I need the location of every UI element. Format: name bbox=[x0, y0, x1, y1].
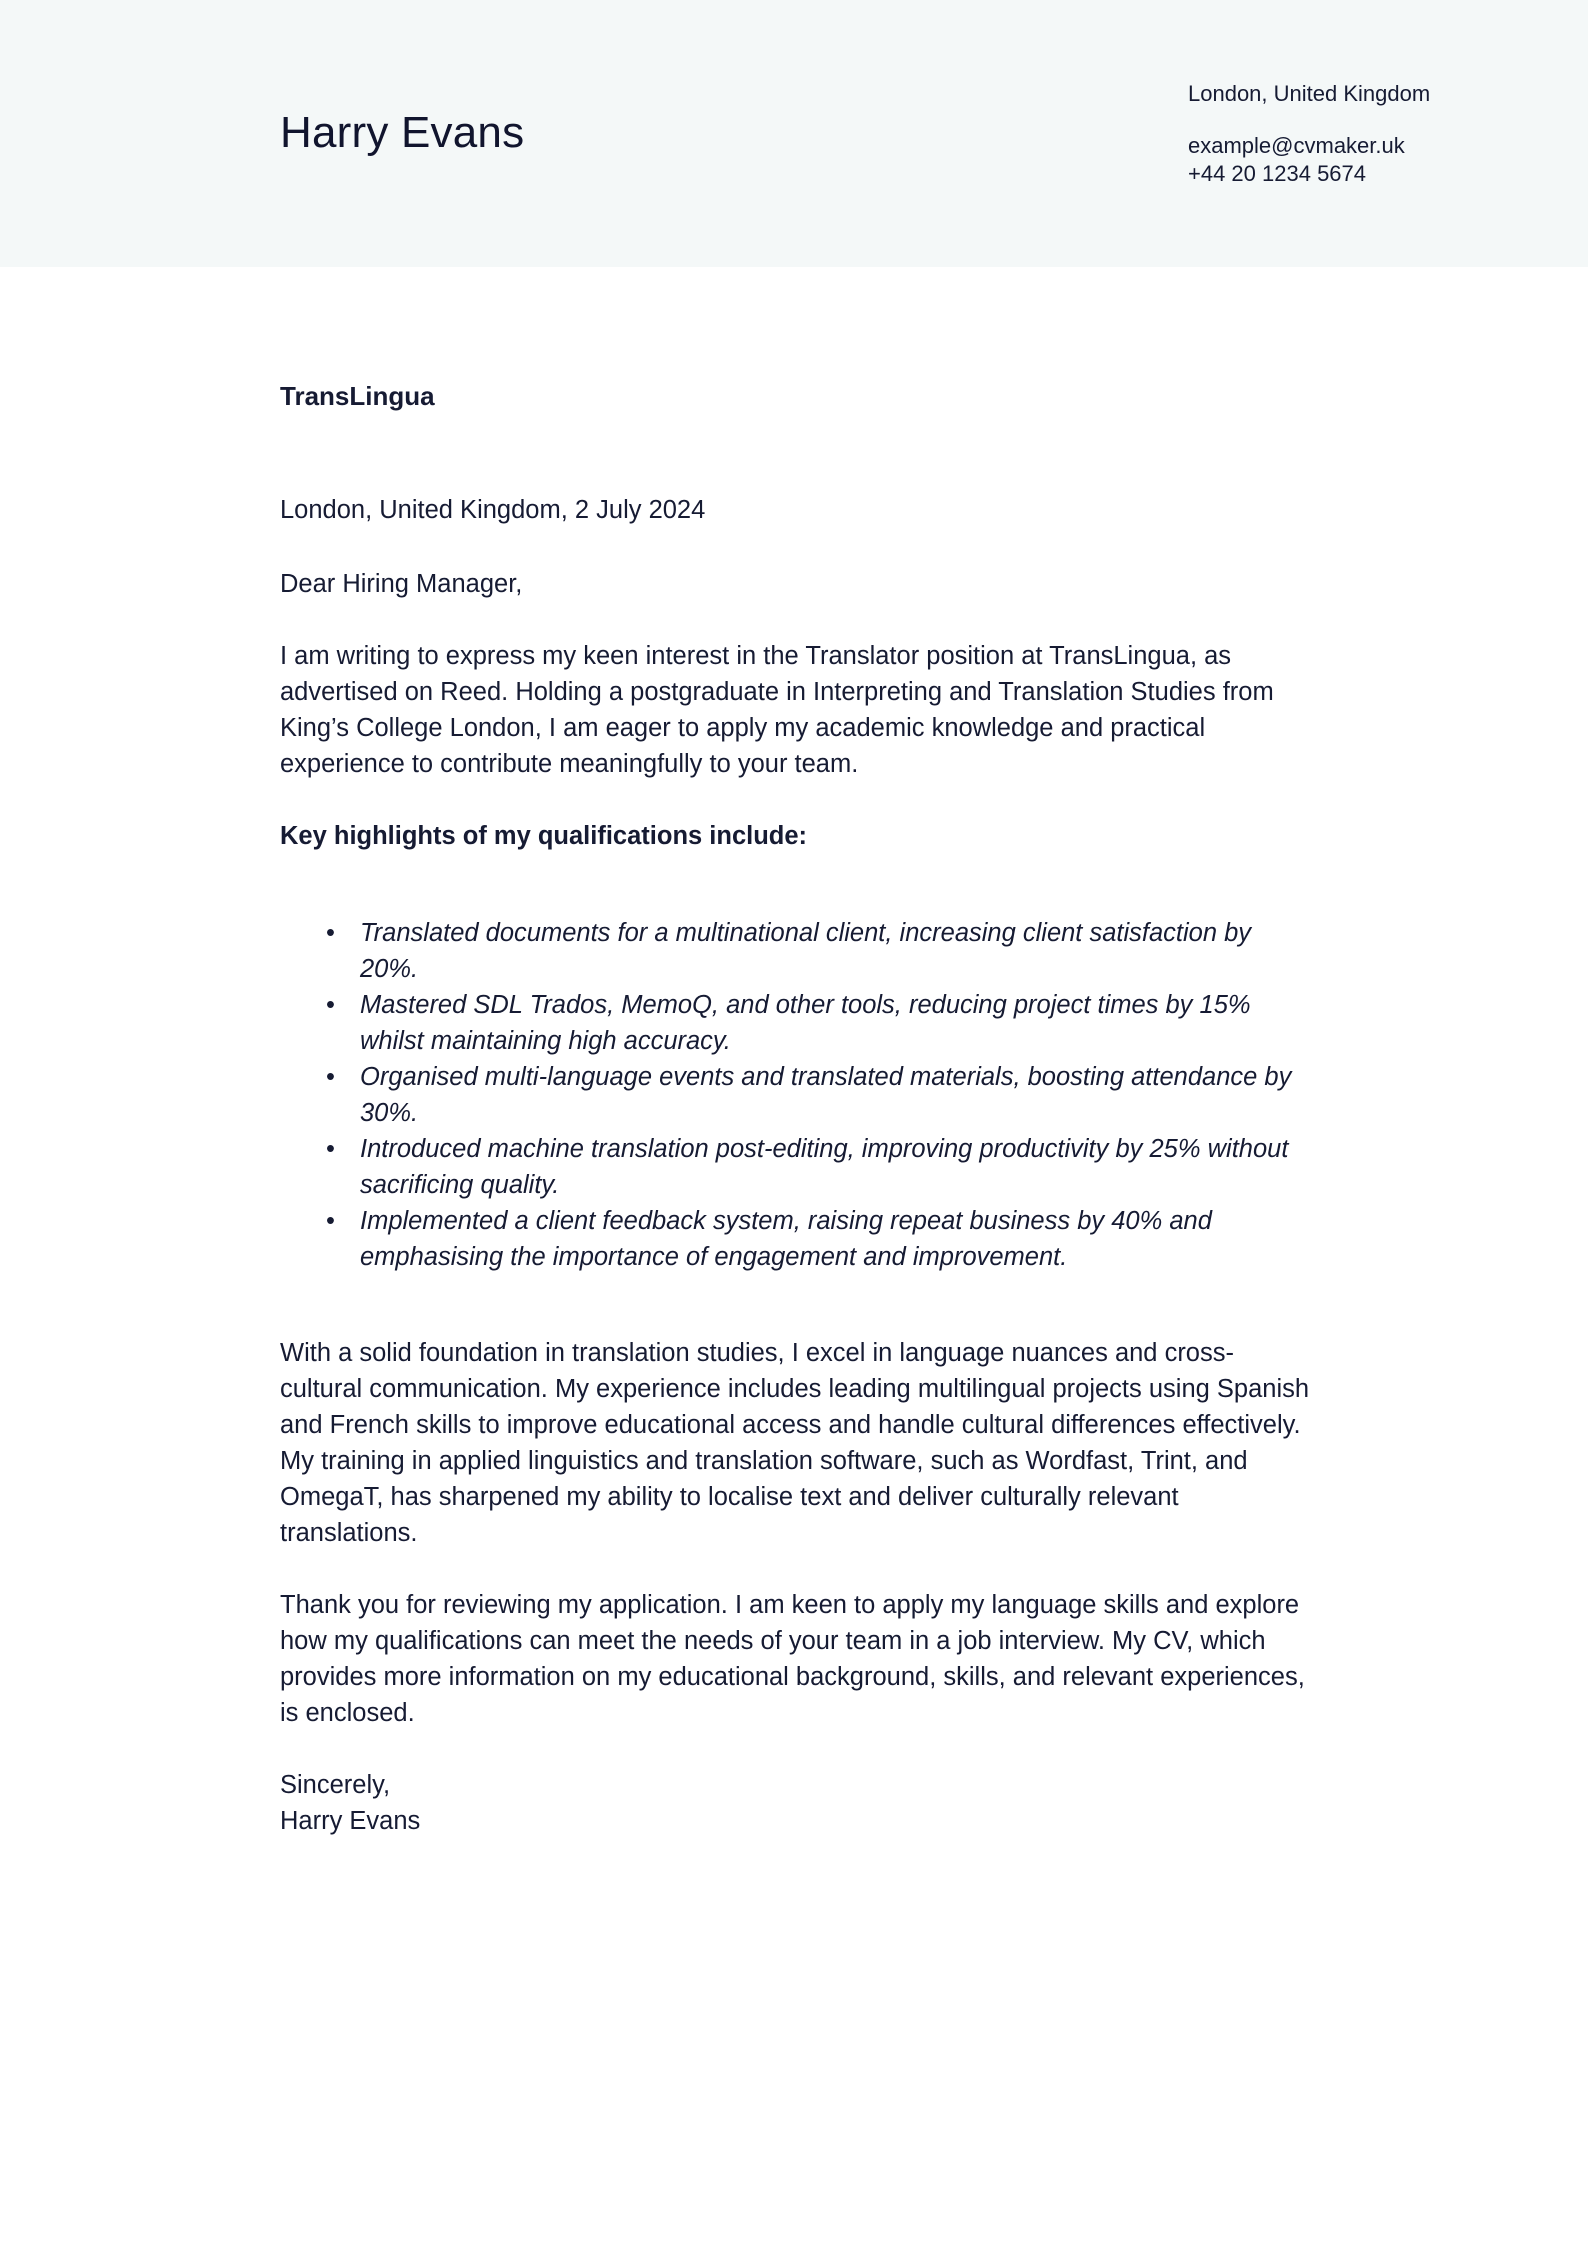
highlights-heading: Key highlights of my qualifications include: bbox=[280, 822, 808, 850]
bullet-icon: • bbox=[326, 1135, 335, 1163]
letter-body bbox=[280, 378, 1310, 1839]
bullet-icon: • bbox=[326, 1063, 335, 1091]
contact-phone: +44 20 1234 5674 bbox=[1188, 161, 1367, 186]
intro-paragraph: I am writing to express my keen interest in the Translator position at TransLingua, as advertised on Reed. Holding a postgraduate in Interpreting and Translation Studies from King’s College London, I am eager to apply my academic knowledge and practical experience to contribute meaningfully to your team. bbox=[280, 642, 1274, 778]
highlights-list bbox=[280, 915, 1310, 1275]
list-item bbox=[326, 1131, 1310, 1203]
list-item bbox=[326, 1059, 1310, 1131]
bullet-icon: • bbox=[326, 991, 335, 1019]
list-item-text: Introduced machine translation post-editing, improving productivity by 25% without sacrificing quality. bbox=[360, 1135, 1289, 1199]
list-item-text: Implemented a client feedback system, raising repeat business by 40% and emphasising the importance of engagement and improvement. bbox=[360, 1207, 1212, 1271]
experience-paragraph: With a solid foundation in translation studies, I excel in language nuances and cross-cultural communication. My experience includes leading multilingual projects using Spanish and French skills to improve educational access and handle cultural differences effectively. My training in applied linguistics and translation software, such as Wordfast, Trint, and OmegaT, has sharpened my ability to localise text and deliver culturally relevant translations. bbox=[280, 1339, 1310, 1547]
list-item-text: Translated documents for a multinational client, increasing client satisfaction by 20%. bbox=[360, 919, 1252, 983]
contact-email: example@cvmaker.uk bbox=[1188, 133, 1405, 158]
applicant-name: Harry Evans bbox=[280, 108, 525, 157]
bullet-icon: • bbox=[326, 919, 335, 947]
letter-header bbox=[0, 0, 1588, 267]
contact-location: London, United Kingdom bbox=[1188, 81, 1431, 106]
signature: Harry Evans bbox=[280, 1807, 421, 1835]
closing-paragraph: Thank you for reviewing my application. I am keen to apply my language skills and explore how my qualifications can meet the needs of your team in a job interview. My CV, which provides more information on my educational background, skills, and relevant experiences, is enclosed. bbox=[280, 1591, 1305, 1727]
contact-details bbox=[1188, 80, 1430, 188]
greeting: Dear Hiring Manager, bbox=[280, 570, 523, 598]
dateline: London, United Kingdom, 2 July 2024 bbox=[280, 496, 706, 524]
list-item-text: Mastered SDL Trados, MemoQ, and other tools, reducing project times by 15% whilst maintaining high accuracy. bbox=[360, 991, 1251, 1055]
signoff: Sincerely, bbox=[280, 1771, 391, 1799]
bullet-icon: • bbox=[326, 1207, 335, 1235]
contact-spacer bbox=[1188, 108, 1430, 132]
recipient-company: TransLingua bbox=[280, 381, 435, 411]
list-item bbox=[326, 915, 1310, 987]
list-item bbox=[326, 1203, 1310, 1275]
signoff-block bbox=[280, 1767, 1310, 1839]
list-item-text: Organised multi-language events and translated materials, boosting attendance by 30%. bbox=[360, 1063, 1292, 1127]
list-item bbox=[326, 987, 1310, 1059]
